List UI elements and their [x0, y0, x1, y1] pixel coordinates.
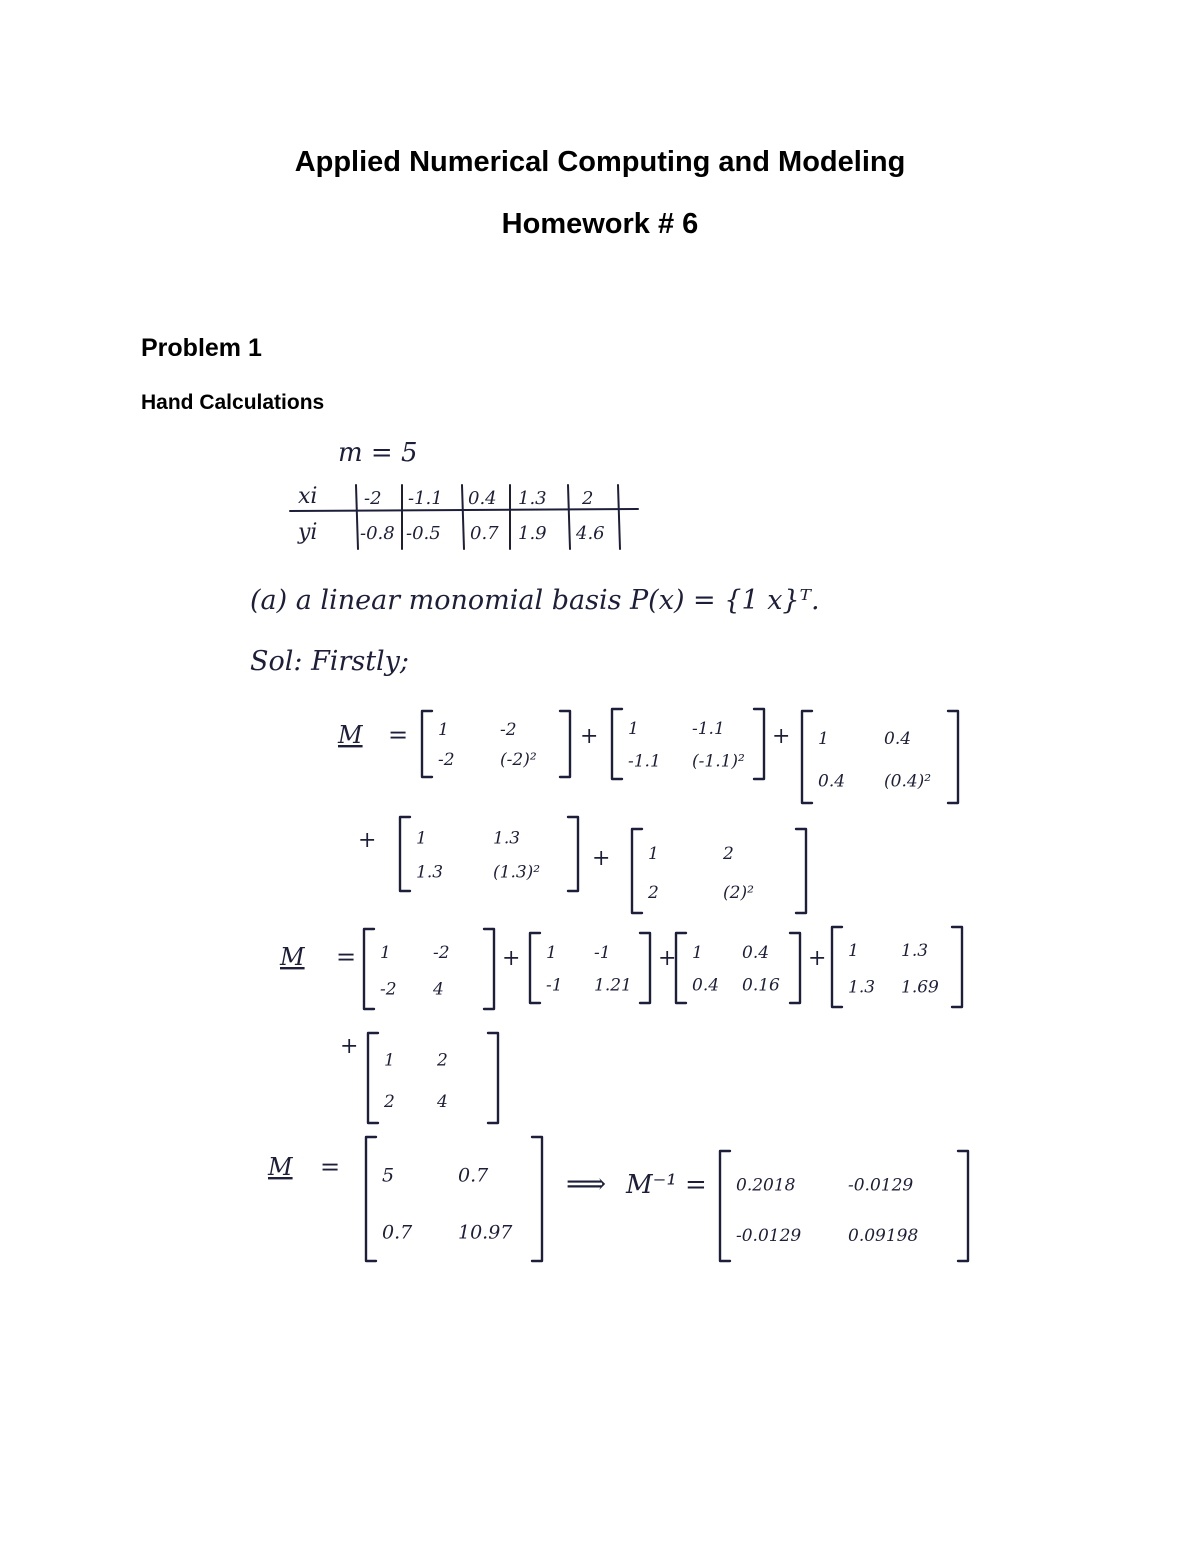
m-count: m = 5: [338, 438, 418, 468]
matrix-entry: (0.4)²: [884, 771, 932, 792]
left-bracket: [720, 1151, 730, 1261]
matrix-entry: 2: [723, 844, 734, 865]
matrix: [612, 709, 764, 779]
matrix: [368, 1033, 498, 1123]
matrix-entry: 1: [848, 940, 859, 961]
left-bracket: [802, 711, 812, 803]
y-value: -0.8: [360, 523, 395, 544]
matrix-entry: -2: [500, 719, 517, 740]
x-value: 1.3: [518, 488, 547, 509]
m-label: M: [338, 721, 363, 749]
matrix: [676, 933, 800, 1003]
left-bracket: [612, 709, 622, 779]
right-bracket: [568, 817, 578, 891]
part-a-statement: (a) a linear monomial basis P(x) = {1 x}ᵀ.: [250, 585, 820, 616]
x-value: -1.1: [408, 488, 443, 509]
matrix-entry: 0.4: [742, 943, 770, 964]
matrix-entry: 4: [433, 979, 444, 1000]
problem-heading: Problem 1: [141, 334, 262, 362]
plus-sign: +: [592, 846, 611, 871]
matrix-entry: -0.0129: [848, 1175, 914, 1196]
y-value: 4.6: [576, 523, 605, 544]
plus-sign: +: [772, 724, 791, 749]
matrix-entry: 1.3: [493, 828, 521, 849]
matrix-entry: -1: [594, 943, 611, 964]
matrix-entry: -2: [380, 979, 397, 1000]
matrix: [720, 1151, 968, 1261]
right-bracket: [948, 711, 958, 803]
right-bracket: [790, 933, 800, 1003]
matrix: [364, 929, 494, 1009]
matrix-entry: 0.16: [742, 975, 780, 996]
matrix-entry: 1.3: [848, 977, 876, 998]
left-bracket: [832, 927, 842, 1007]
y-value: 1.9: [518, 523, 547, 544]
plus-sign: +: [340, 1034, 359, 1059]
left-bracket: [366, 1137, 376, 1261]
matrix-entry: 1.69: [901, 977, 939, 998]
table-divider: [462, 485, 464, 549]
x-value: 0.4: [468, 488, 497, 509]
m-label: M: [268, 1153, 293, 1181]
table-rule: [290, 509, 638, 511]
left-bracket: [364, 929, 374, 1009]
matrix-entry: 0.7: [382, 1221, 413, 1244]
matrix-entry: 0.4: [692, 975, 720, 996]
matrix-entry: 1.3: [416, 862, 444, 883]
solution-label: Sol: Firstly;: [250, 646, 410, 677]
matrix-entry: 0.2018: [736, 1175, 796, 1196]
right-bracket: [958, 1151, 968, 1261]
matrix: [632, 829, 806, 913]
matrix-entry: 1: [648, 844, 659, 865]
right-bracket: [640, 933, 650, 1003]
matrix-entry: 0.7: [458, 1164, 489, 1187]
matrix-entry: 2: [648, 882, 659, 903]
y-value: -0.5: [406, 523, 441, 544]
matrix-entry: -1.1: [692, 719, 725, 740]
matrix-entry: 1: [692, 943, 703, 964]
matrix-entry: (1.3)²: [493, 862, 541, 883]
hand-calculations-heading: Hand Calculations: [141, 391, 325, 414]
matrix-entry: 0.4: [884, 729, 912, 750]
left-bracket: [400, 817, 410, 891]
matrix-entry: (-2)²: [500, 750, 537, 771]
plus-sign: +: [808, 946, 827, 971]
matrix-entry: -2: [438, 750, 455, 771]
matrix-entry: -1.1: [628, 751, 661, 772]
matrix-entry: 1.21: [594, 975, 632, 996]
matrix: [832, 927, 962, 1007]
equals-sign: =: [388, 721, 409, 749]
right-bracket: [532, 1137, 542, 1261]
matrix-entry: 5: [382, 1164, 395, 1187]
matrix-entry: -2: [433, 942, 450, 963]
matrix-entry: (-1.1)²: [692, 751, 745, 772]
right-bracket: [952, 927, 962, 1007]
m-label: M: [280, 943, 305, 971]
right-bracket: [560, 711, 570, 777]
implies-arrow: ⟹: [566, 1167, 607, 1200]
left-bracket: [530, 933, 540, 1003]
equals-sign: =: [336, 943, 357, 971]
matrix-entry: 1: [438, 719, 449, 740]
matrix: [400, 817, 578, 891]
matrix-entry: 1.3: [901, 940, 929, 961]
equals-sign: =: [320, 1153, 341, 1181]
matrix-entry: 2: [384, 1091, 395, 1112]
table-divider: [568, 485, 570, 549]
right-bracket: [488, 1033, 498, 1123]
left-bracket: [676, 933, 686, 1003]
handwritten-notes: [240, 425, 1000, 1285]
plus-sign: +: [358, 828, 377, 853]
left-bracket: [422, 711, 432, 777]
matrix: [366, 1137, 542, 1261]
right-bracket: [754, 709, 764, 779]
right-bracket: [484, 929, 494, 1009]
x-value: -2: [364, 488, 382, 509]
matrix: [422, 711, 570, 777]
matrix-entry: 0.09198: [848, 1226, 919, 1247]
m-inverse-label: M⁻¹ =: [626, 1170, 707, 1200]
right-bracket: [796, 829, 806, 913]
matrix-entry: 1: [384, 1050, 395, 1071]
plus-sign: +: [502, 946, 521, 971]
x-value: 2: [582, 488, 594, 509]
left-bracket: [632, 829, 642, 913]
matrix-entry: 4: [437, 1091, 448, 1112]
data-table: [290, 484, 638, 549]
left-bracket: [368, 1033, 378, 1123]
plus-sign: +: [658, 946, 677, 971]
x-label: xi: [298, 484, 318, 509]
matrix-entry: 1: [628, 719, 639, 740]
matrix-entry: 2: [437, 1050, 448, 1071]
y-label: yi: [298, 520, 318, 545]
table-divider: [356, 485, 358, 549]
y-value: 0.7: [470, 523, 499, 544]
course-title: Applied Numerical Computing and Modeling: [294, 146, 906, 178]
matrix-entry: -1: [546, 975, 563, 996]
table-divider: [618, 485, 620, 549]
plus-sign: +: [580, 724, 599, 749]
matrix: [802, 711, 958, 803]
matrix-sum-step2: [279, 927, 962, 1123]
matrix-entry: 0.4: [818, 771, 846, 792]
matrix-entry: 10.97: [458, 1221, 513, 1244]
matrix-entry: -0.0129: [736, 1226, 802, 1247]
matrix: [530, 933, 650, 1003]
matrix-result: [267, 1137, 968, 1261]
matrix-entry: 1: [380, 942, 391, 963]
matrix-entry: 1: [546, 943, 557, 964]
matrix-entry: 1: [416, 828, 427, 849]
matrix-sum-step1: [337, 709, 958, 913]
matrix-entry: (2)²: [723, 882, 754, 903]
homework-title: Homework # 6: [501, 208, 699, 240]
matrix-entry: 1: [818, 729, 829, 750]
